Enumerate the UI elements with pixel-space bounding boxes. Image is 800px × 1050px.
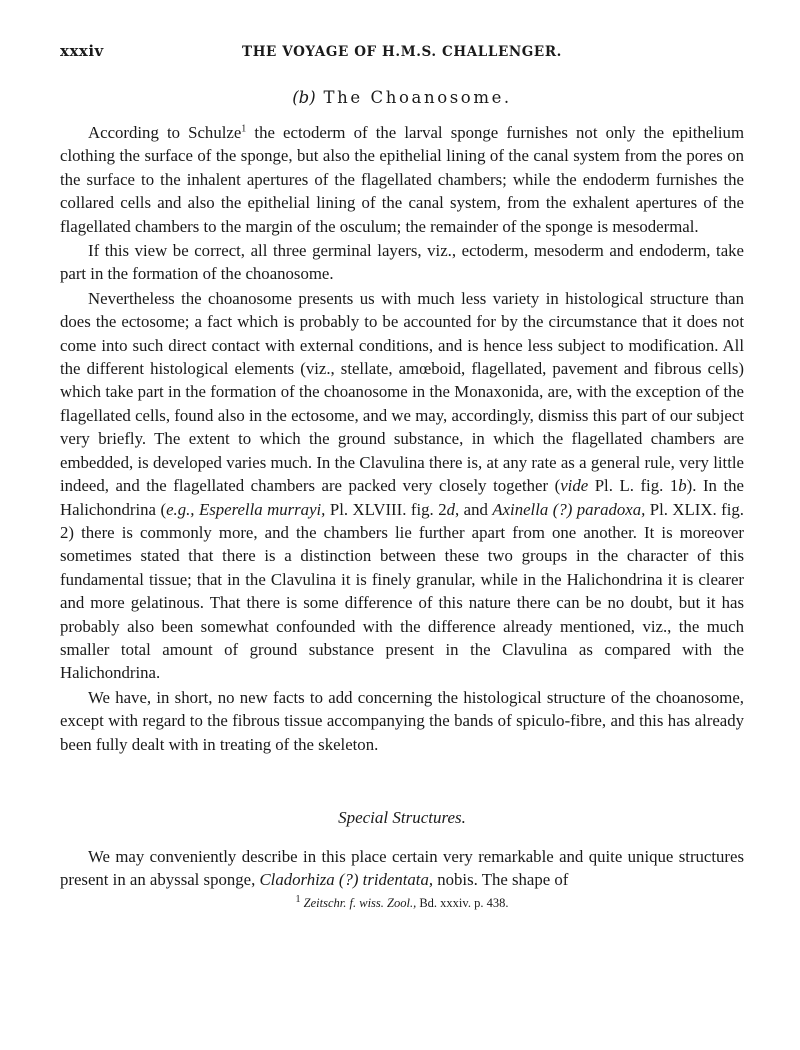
paragraph-5 [60, 845, 744, 892]
esperella-species: e.g., Esperella murrayi, [166, 499, 326, 519]
paragraph-1-start: According to Schulze [88, 123, 242, 142]
running-title: THE VOYAGE OF H.M.S. CHALLENGER. [242, 44, 562, 60]
paragraph-3 [60, 287, 744, 685]
paragraph-3-part-d: Pl. XLVIII. fig. 2 [325, 499, 447, 519]
paragraph-5-end: nobis. The shape of [433, 870, 569, 890]
footnote-marker: 1 [295, 893, 301, 905]
page [60, 40, 744, 911]
footnote-reference: 1 [241, 123, 247, 135]
vide-italic: vide [560, 476, 589, 496]
paragraph-3-part-e: , and [454, 499, 493, 519]
paragraph-4: We have, in short, no new facts to add concerning the histological structure of the choanosome, except with regard to the fibrous tissue accompanying the bands of spiculo-fibre, and this has already been fully dealt with in treating of the skeleton. [60, 687, 744, 754]
section-heading [60, 88, 744, 107]
paragraph-5-start: We may conveniently describe in this place certain very remarkable and quite unique structures present in an abyssal sponge, [60, 846, 744, 890]
running-head [60, 40, 744, 68]
page-number: xxxiv [60, 42, 104, 60]
fig-1b-italic: b [678, 476, 687, 496]
section-heading-label: (b) [292, 88, 316, 107]
paragraph-3-part-f: Pl. XLIX. fig. 2) there is commonly more, and the chambers lie further apart from one another. It is moreover sometimes stated that there is a distinction between these two groups in the character of this fundamental tissue; that in the Clavulina it is finely granular, while in the Halichondrina it is clearer and more gelatinous. That there is some difference of this nature there can be no doubt, but it has probably also been somewhat confounded with the difference already mentioned, viz., the much smaller total amount of ground substance present in the Clavulina as compared with the Halichondrina. [60, 499, 744, 683]
footnote [60, 893, 744, 911]
special-structures-heading: Special Structures. [338, 807, 466, 827]
cladorhiza-species: Cladorhiza (?) tridentata, [259, 870, 434, 890]
footnote-journal: Zeitschr. f. wiss. Zool., [303, 895, 417, 910]
fig-2d-italic: d [446, 499, 455, 519]
paragraph-1-rest: the ectoderm of the larval sponge furnishes not only the epithelium clothing the surface of the sponge, but also the epithelial lining of the canal system from the pores on the surface to the inhalent apertures of the flagellated chambers; while the endoderm furnishes the collared cells and also the epithelial lining of the canal system, from the exhalent apertures of the flagellated chambers to the margin of the osculum; the remainder of the sponge is mesodermal. [60, 123, 744, 236]
paragraph-3-part-c: ). In the Halichondrina ( [60, 476, 744, 519]
paragraph-3-part-a: Nevertheless the choanosome presents us with much less variety in histological structure than does the ectosome; a fact which is probably to be accounted for by the circumstance that it does not come into such direct contact with external conditions, and is hence less subject to modification. All the different histological elements (viz., stellate, amœboid, flagellated, pavement and fibrous cells) which take part in the formation of the choanosome in the Monaxonida, are, with the exception of the flagellated cells, found also in the ectosome, and we may, accordingly, dismiss this part of our subject very briefly. The extent to which the ground substance, in which the flagellated chambers are embedded, is developed varies much. In the Clavulina there is, at any rate as a general rule, very little indeed, and the flagellated chambers are packed very closely together ( [60, 288, 744, 496]
section-heading-text: The Choanosome. [323, 88, 512, 107]
footnote-citation: Bd. xxxiv. p. 438. [416, 895, 509, 910]
axinella-species: Axinella (?) paradoxa, [492, 499, 646, 519]
paragraph-3-part-b: Pl. L. fig. 1 [588, 476, 679, 496]
paragraph-1 [60, 121, 744, 238]
paragraph-2: If this view be correct, all three germinal layers, viz., ectoderm, mesoderm and endoderm, take part in the formation of the choanosome. [60, 241, 744, 284]
